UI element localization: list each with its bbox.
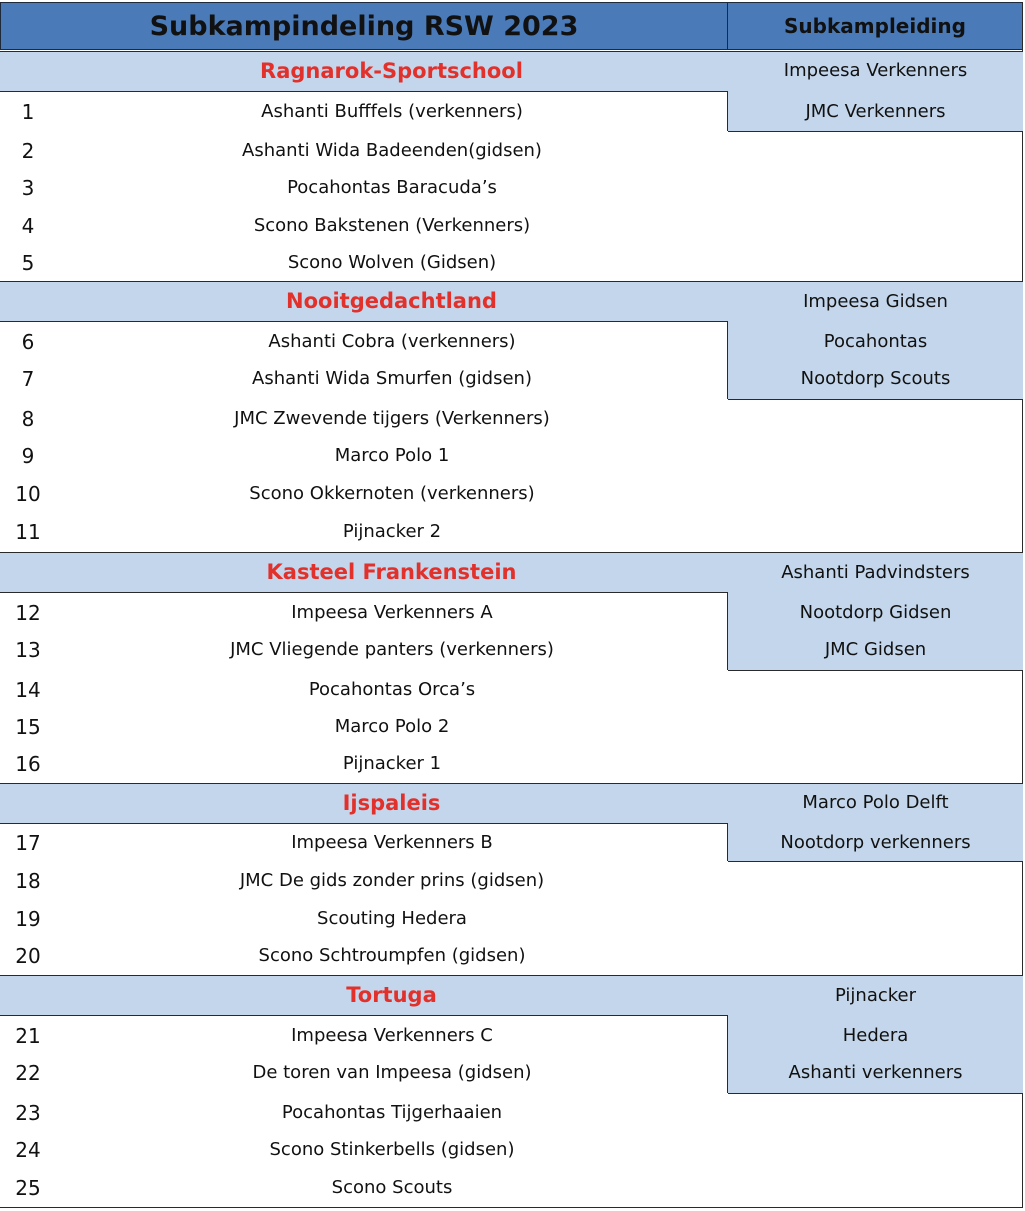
group-name: Marco Polo 1 <box>334 445 450 466</box>
band-underline <box>0 1015 728 1016</box>
group-name: Pijnacker 2 <box>342 521 442 542</box>
leadership-group: Pocahontas <box>823 331 928 352</box>
band-underline <box>0 321 728 322</box>
group-name: Scono Wolven (Gidsen) <box>287 252 497 273</box>
leadership-group: Pijnacker <box>834 985 917 1006</box>
bottom-border <box>0 1207 1023 1208</box>
group-name: Ashanti Wida Badeenden(gidsen) <box>242 140 542 161</box>
band-underline <box>0 592 728 593</box>
leadership-group: Nootdorp verkenners <box>780 832 971 853</box>
group-name: Impeesa Verkenners A <box>291 602 493 623</box>
leadership-group: JMC Gidsen <box>824 639 927 660</box>
subcamp-name: Ragnarok-Sportschool <box>260 59 523 83</box>
group-name: Impeesa Verkenners B <box>291 832 493 853</box>
leadership-group: Nootdorp Scouts <box>800 368 951 389</box>
group-number: 7 <box>21 367 35 391</box>
group-number: 12 <box>15 601 41 625</box>
group-number: 22 <box>15 1061 41 1085</box>
leadership-group: Nootdorp Gidsen <box>799 602 952 623</box>
leadership-group: Impeesa Gidsen <box>803 291 948 312</box>
group-number: 5 <box>21 251 35 275</box>
group-name: Scono Scouts <box>331 1177 453 1198</box>
group-name: Pocahontas Baracuda’s <box>287 177 497 198</box>
group-name: Scono Schtroumpfen (gidsen) <box>258 945 526 966</box>
group-number: 19 <box>15 907 41 931</box>
group-number: 6 <box>21 330 35 354</box>
group-number: 15 <box>15 715 41 739</box>
group-number: 20 <box>15 944 41 968</box>
group-name: Scono Bakstenen (Verkenners) <box>253 215 531 236</box>
group-name: Pijnacker 1 <box>342 753 442 774</box>
group-name: Scono Okkernoten (verkenners) <box>249 483 535 504</box>
group-number: 23 <box>15 1101 41 1125</box>
group-name: Ashanti Bufffels (verkenners) <box>261 101 523 122</box>
group-name: Pocahontas Tijgerhaaien <box>281 1102 503 1123</box>
leadership-box-underline <box>728 131 1023 132</box>
group-name: Impeesa Verkenners C <box>291 1025 493 1046</box>
group-name: Scouting Hedera <box>317 908 467 929</box>
group-number: 24 <box>15 1138 41 1162</box>
subcamp-name: Ijspaleis <box>342 791 441 815</box>
group-number: 25 <box>15 1176 41 1200</box>
leadership-group: Hedera <box>842 1025 909 1046</box>
group-name: Ashanti Cobra (verkenners) <box>268 331 516 352</box>
leadership-group: JMC Verkenners <box>805 101 946 122</box>
group-number: 13 <box>15 638 41 662</box>
group-name: JMC De gids zonder prins (gidsen) <box>239 870 545 891</box>
group-number: 11 <box>15 520 41 544</box>
band-underline <box>0 91 728 92</box>
group-number: 10 <box>15 482 41 506</box>
group-name: Pocahontas Orca’s <box>308 679 476 700</box>
group-name: De toren van Impeesa (gidsen) <box>252 1062 532 1083</box>
group-name: JMC Vliegende panters (verkenners) <box>230 639 554 660</box>
leadership-box-underline <box>728 670 1023 671</box>
leadership-box-underline <box>728 1093 1023 1094</box>
group-number: 2 <box>21 139 35 163</box>
group-number: 4 <box>21 214 35 238</box>
leadership-box-underline <box>728 399 1023 400</box>
leadership-column-header: Subkampleiding <box>727 2 1023 50</box>
leadership-group: Ashanti verkenners <box>788 1062 963 1083</box>
group-number: 14 <box>15 678 41 702</box>
leadership-group: Ashanti Padvindsters <box>781 562 970 583</box>
group-number: 1 <box>21 100 35 124</box>
group-number: 8 <box>21 407 35 431</box>
sheet-title: Subkampindeling RSW 2023 <box>0 2 728 50</box>
subcamp-name: Nooitgedachtland <box>286 289 497 313</box>
group-name: Marco Polo 2 <box>334 716 450 737</box>
leadership-group: Impeesa Verkenners <box>783 60 968 81</box>
group-number: 9 <box>21 444 35 468</box>
group-number: 21 <box>15 1024 41 1048</box>
group-number: 16 <box>15 752 41 776</box>
group-name: Ashanti Wida Smurfen (gidsen) <box>252 368 532 389</box>
group-number: 18 <box>15 869 41 893</box>
subcamp-name: Kasteel Frankenstein <box>266 560 517 584</box>
leadership-box-underline <box>728 861 1023 862</box>
leadership-group: Marco Polo Delft <box>802 792 949 813</box>
band-underline <box>0 823 728 824</box>
group-name: JMC Zwevende tijgers (Verkenners) <box>234 408 550 429</box>
subcamp-name: Tortuga <box>346 983 437 1007</box>
group-number: 17 <box>15 831 41 855</box>
group-number: 3 <box>21 176 35 200</box>
group-name: Scono Stinkerbells (gidsen) <box>269 1139 515 1160</box>
